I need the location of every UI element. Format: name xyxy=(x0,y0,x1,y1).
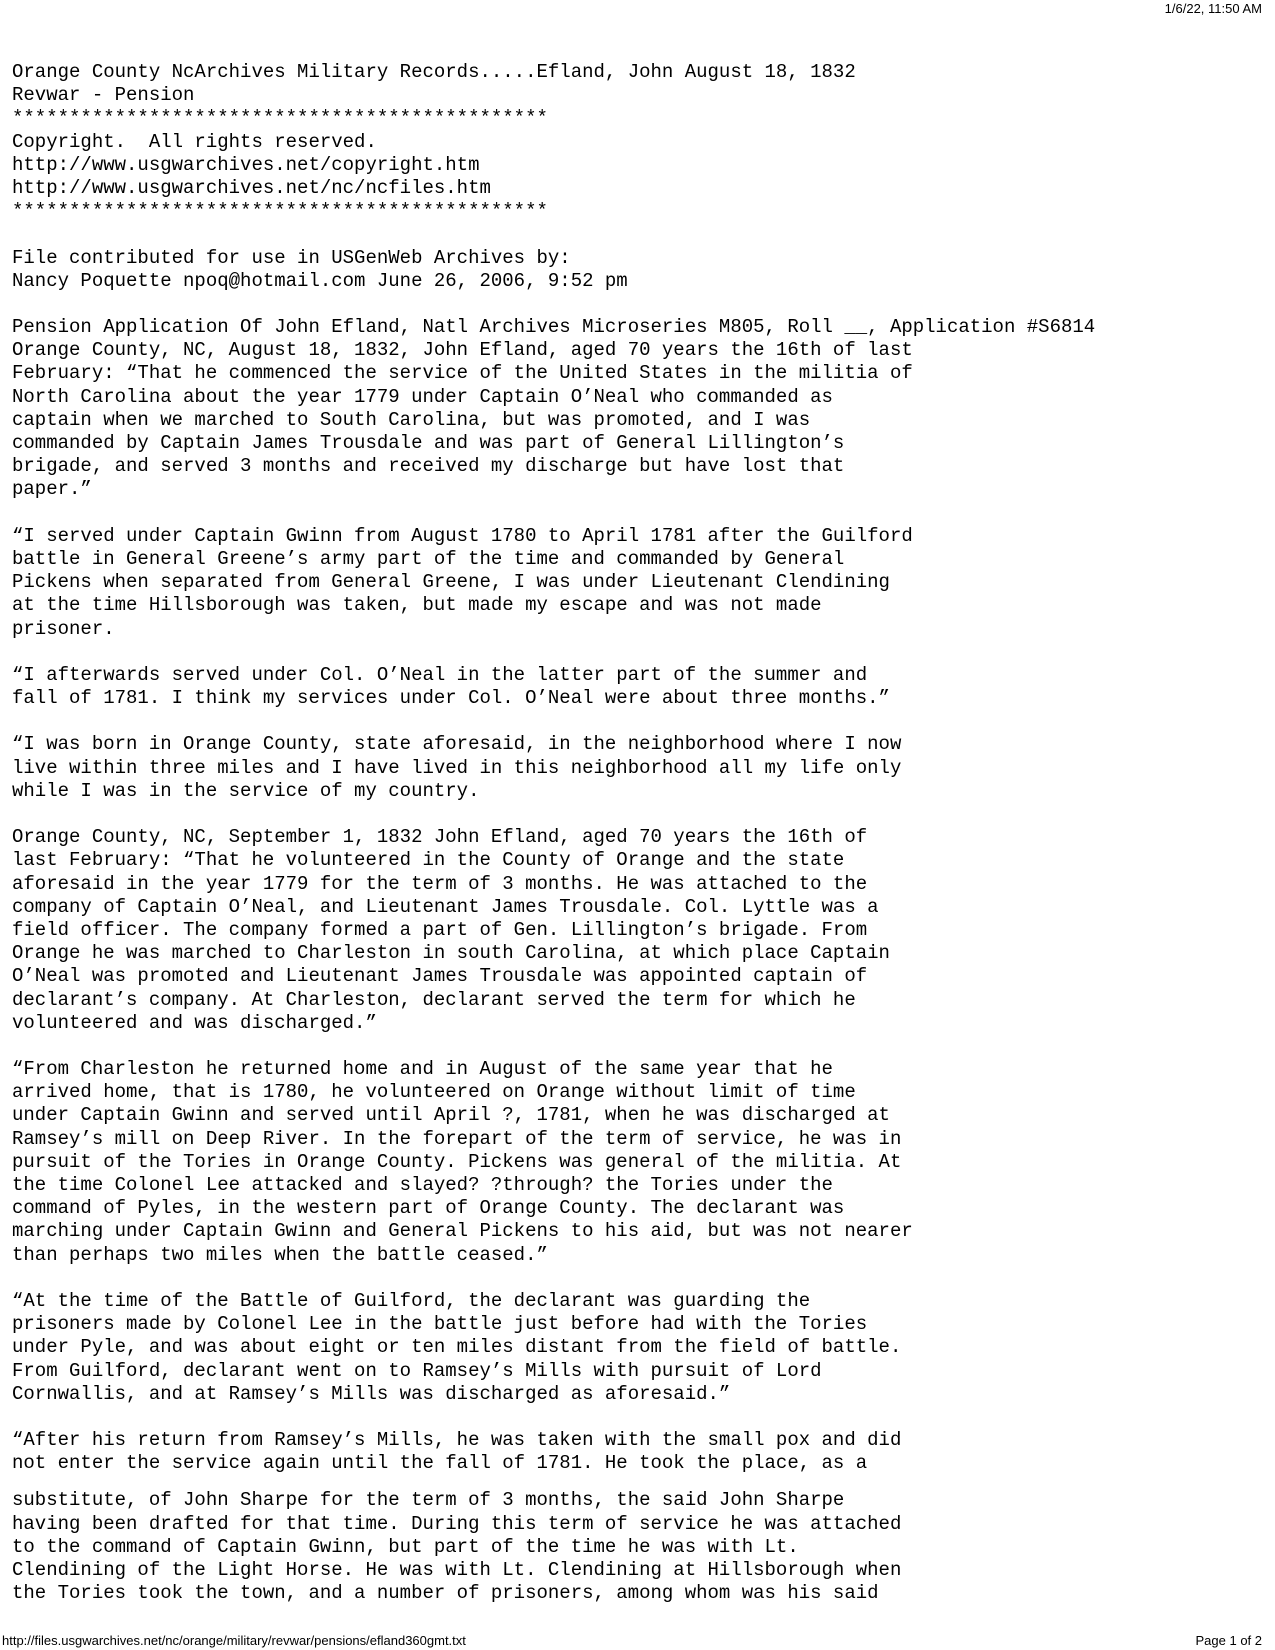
text-line: “From Charleston he returned home and in August of the same year that he xyxy=(12,1058,833,1081)
text-line: live within three miles and I have lived in this neighborhood all my life only xyxy=(12,756,902,779)
text-line: O’Neal was promoted and Lieutenant James Trousdale was appointed captain of xyxy=(12,965,868,988)
text-line: field officer. The company formed a part of Gen. Lillington’s brigade. From xyxy=(12,918,868,941)
text-line: File contributed for use in USGenWeb Archives by: xyxy=(12,246,571,269)
text-line: not enter the service again until the fall of 1781. He took the place, as a xyxy=(12,1452,868,1475)
line-split-gap xyxy=(12,1475,1262,1489)
footer-page-number: Page 1 of 2 xyxy=(1195,1633,1262,1648)
text-line: prisoners made by Colonel Lee in the battle just before had with the Tories xyxy=(12,1313,868,1336)
text-line: Ramsey’s mill on Deep River. In the forepart of the term of service, he was in xyxy=(12,1127,902,1150)
text-line: *********************************************** xyxy=(12,107,548,130)
text-line: under Pyle, and was about eight or ten miles distant from the field of battle. xyxy=(12,1336,902,1359)
text-line: last February: “That he volunteered in the County of Orange and the state xyxy=(12,849,845,872)
text-line: http://www.usgwarchives.net/nc/ncfiles.htm xyxy=(12,176,491,199)
paragraph-gap xyxy=(12,803,1262,826)
text-line: Nancy Poquette npoq@hotmail.com June 26, 2006, 9:52 pm xyxy=(12,269,628,292)
text-line: having been drafted for that time. During this term of service he was attached xyxy=(12,1512,902,1535)
text-line: http://www.usgwarchives.net/copyright.htm xyxy=(12,153,480,176)
text-line: while I was in the service of my country. xyxy=(12,779,480,802)
text-line: paper.” xyxy=(12,478,92,501)
text-line: Clendining of the Light Horse. He was with Lt. Clendining at Hillsborough when xyxy=(12,1559,902,1581)
text-line: aforesaid in the year 1779 for the term of 3 months. He was attached to the xyxy=(12,872,868,895)
text-line: brigade, and served 3 months and received my discharge but have lost that xyxy=(12,455,845,478)
text-line: Pension Application Of John Efland, Natl Archives Microseries M805, Roll __, Application #S6814 xyxy=(12,316,1096,339)
text-line: at the time Hillsborough was taken, but made my escape and was not made xyxy=(12,594,822,617)
text-line: fall of 1781. I think my services under Col. O’Neal were about three months.” xyxy=(12,687,890,710)
paragraph-gap xyxy=(12,223,1262,246)
text-line: Copyright. All rights reserved. xyxy=(12,130,377,153)
text-line: Orange County, NC, September 1, 1832 John Efland, aged 70 years the 16th of xyxy=(12,826,868,849)
text-line: the time Colonel Lee attacked and slayed? ?through? the Tories under the xyxy=(12,1174,833,1196)
text-line: substitute, of John Sharpe for the term of 3 months, the said John Sharpe xyxy=(12,1489,845,1512)
text-line: command of Pyles, in the western part of Orange County. The declarant was xyxy=(12,1197,845,1220)
text-line: “I served under Captain Gwinn from August 1780 to April 1781 after the Guilford xyxy=(12,524,913,547)
text-line: North Carolina about the year 1779 under Captain O’Neal who commanded as xyxy=(12,385,833,408)
text-line: Pickens when separated from General Greene, I was under Lieutenant Clendining xyxy=(12,571,890,594)
text-line: Orange County, NC, August 18, 1832, John Efland, aged 70 years the 16th of last xyxy=(12,339,913,362)
text-line: Orange he was marched to Charleston in south Carolina, at which place Captain xyxy=(12,942,890,965)
document-text xyxy=(12,61,1262,1605)
paragraph-gap xyxy=(12,641,1262,664)
text-line: February: “That he commenced the service of the United States in the militia of xyxy=(12,362,913,385)
text-line: pursuit of the Tories in Orange County. Pickens was general of the militia. At xyxy=(12,1150,902,1173)
text-line: marching under Captain Gwinn and General Pickens to his aid, but was not nearer xyxy=(12,1220,913,1243)
text-line: “I afterwards served under Col. O’Neal in the latter part of the summer and xyxy=(12,663,868,686)
text-line: commanded by Captain James Trousdale and was part of General Lillington’s xyxy=(12,432,845,454)
print-timestamp: 1/6/22, 11:50 AM xyxy=(1164,1,1262,16)
text-line: arrived home, that is 1780, he volunteered on Orange without limit of time xyxy=(12,1081,856,1104)
text-line: Revwar - Pension xyxy=(12,84,195,107)
paragraph-gap xyxy=(12,502,1262,525)
paragraph-gap xyxy=(12,1267,1262,1290)
text-line: to the command of Captain Gwinn, but part of the time he was with Lt. xyxy=(12,1535,799,1558)
text-line: “At the time of the Battle of Guilford, the declarant was guarding the xyxy=(12,1289,811,1312)
text-line: volunteered and was discharged.” xyxy=(12,1011,377,1034)
paragraph-gap xyxy=(12,1406,1262,1429)
text-line: than perhaps two miles when the battle ceased.” xyxy=(12,1243,548,1266)
paragraph-gap xyxy=(12,710,1262,733)
text-line: “After his return from Ramsey’s Mills, he was taken with the small pox and did xyxy=(12,1429,902,1452)
text-line: From Guilford, declarant went on to Ramsey’s Mills with pursuit of Lord xyxy=(12,1359,822,1382)
text-line: captain when we marched to South Carolina, but was promoted, and I was xyxy=(12,408,811,431)
paragraph-gap xyxy=(12,1035,1262,1058)
text-line: company of Captain O’Neal, and Lieutenant James Trousdale. Col. Lyttle was a xyxy=(12,895,879,918)
text-line: the Tories took the town, and a number of prisoners, among whom was his said xyxy=(12,1582,879,1605)
text-line: declarant’s company. At Charleston, declarant served the term for which he xyxy=(12,988,856,1011)
text-line: Cornwallis, and at Ramsey’s Mills was discharged as aforesaid.” xyxy=(12,1382,731,1405)
text-line: “I was born in Orange County, state aforesaid, in the neighborhood where I now xyxy=(12,733,902,756)
text-line: *********************************************** xyxy=(12,200,548,223)
text-line: prisoner. xyxy=(12,617,115,640)
text-line: Orange County NcArchives Military Records.....Efland, John August 18, 1832 xyxy=(12,61,856,83)
text-line: under Captain Gwinn and served until April ?, 1781, when he was discharged at xyxy=(12,1104,890,1127)
paragraph-gap xyxy=(12,293,1262,316)
footer-url: http://files.usgwarchives.net/nc/orange/military/revwar/pensions/efland360gmt.txt xyxy=(2,1633,466,1648)
text-line: battle in General Greene’s army part of the time and commanded by General xyxy=(12,547,845,570)
